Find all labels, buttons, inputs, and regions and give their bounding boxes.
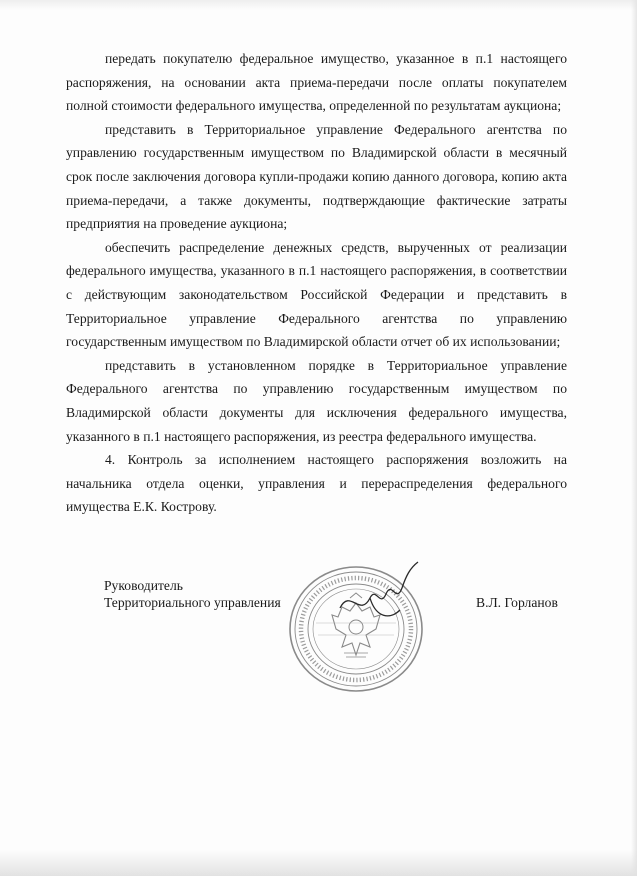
- scan-shadow-top: [0, 0, 637, 10]
- paragraph-transfer-property: передать покупателю федеральное имущество, указанное в п.1 настоящего распоряжения, на основании акта приема-передачи после оплаты покупателем полной стоимости федерального имущества, определенной по результатам аукциона;: [66, 51, 567, 114]
- signatory-title-line2: Территориального управления: [104, 595, 281, 610]
- handwritten-signature: [330, 558, 430, 630]
- paragraph-submit-contract-copy: представить в Территориальное управление Федерального агентства по управлению государственным имуществом по Владимирской области в месячный срок после заключения договора купли-продажи копию данного договора, копию акта приема-передачи, а также документы, подтверждающие фактические затраты предприятия на проведение аукциона;: [66, 121, 567, 232]
- signatory-name: В.Л. Горланов: [476, 595, 558, 610]
- scan-shadow-right: [631, 0, 637, 876]
- signatory-title: [104, 577, 281, 611]
- document-body: [66, 47, 567, 519]
- paragraph-control-item-4: 4. Контроль за исполнением настоящего распоряжения возложить на начальника отдела оценки, управления и перераспределения федерального имущества Е.К. Кострову.: [66, 452, 567, 515]
- paragraph-registry-exclusion: представить в установленном порядке в Территориальное управление Федерального агентства по управлению государственным имуществом по Владимирской области документы для исключения федерального имущества, указанного в п.1 настоящего распоряжения, из реестра федерального имущества.: [66, 357, 567, 444]
- paragraph-distribute-funds: обеспечить распределение денежных средств, вырученных от реализации федерального имущества, указанного в п.1 настоящего распоряжения, в соответствии с действующим законодательством Российской Федерации и представить в Территориальное управление Федерального агентства по управлению государственным имуществом по Владимирской области отчет об их использовании;: [66, 239, 567, 350]
- scan-shadow-bottom: [0, 850, 637, 876]
- signatory-title-line1: Руководитель: [104, 578, 183, 593]
